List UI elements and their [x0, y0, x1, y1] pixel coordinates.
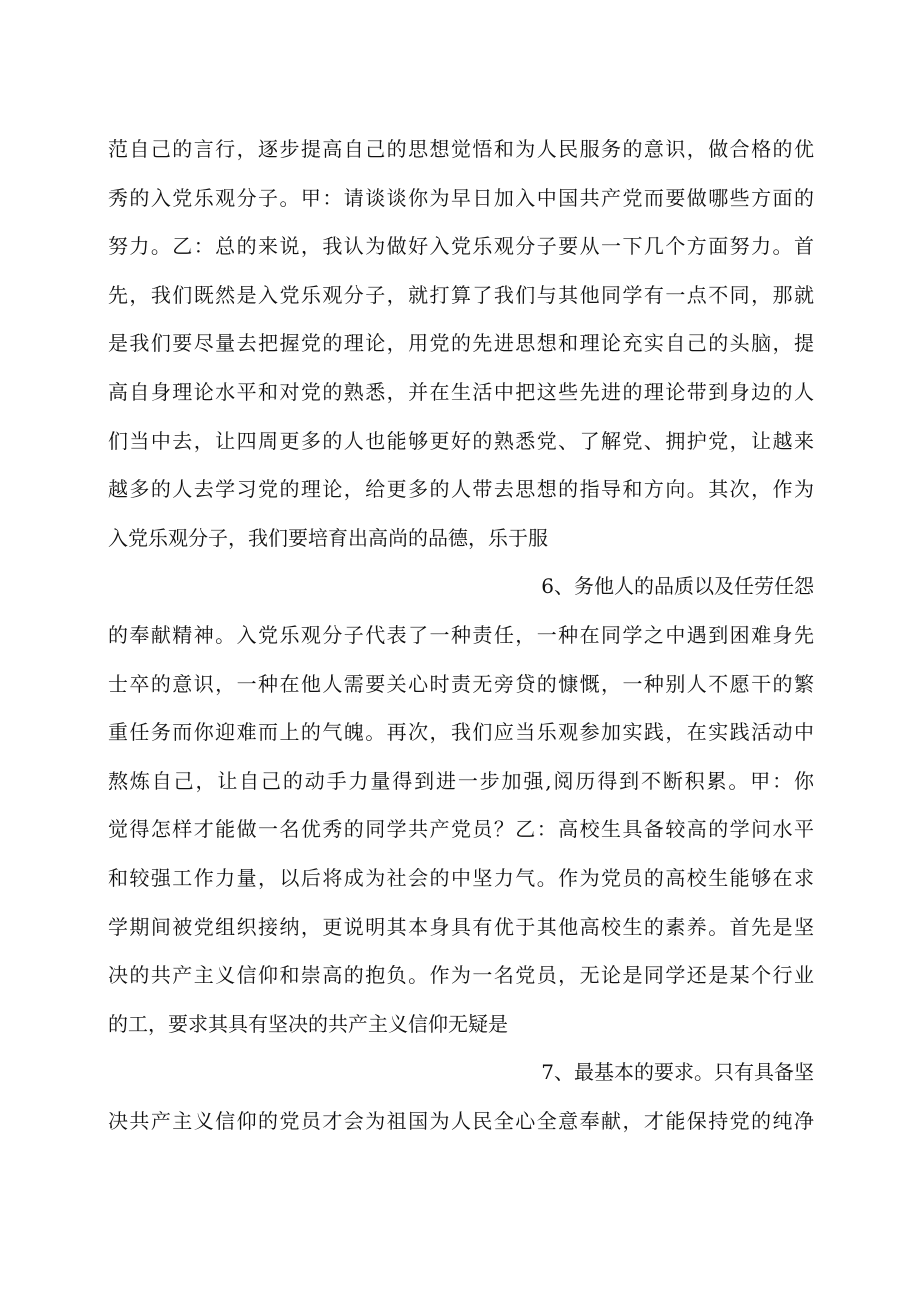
text-line: 熬炼自己，让自己的动手力量得到进一步加强,阅历得到不断积累。甲：你	[108, 768, 814, 793]
text-line: 越多的人去学习党的理论，给更多的人带去思想的指导和方向。其次，作为	[108, 477, 814, 502]
text-line: 范自己的言行，逐步提高自己的思想觉悟和为人民服务的意识，做合格的优	[108, 137, 814, 161]
text-line: 觉得怎样才能做一名优秀的同学共产党员？乙：高校生具备较高的学问水平	[108, 817, 814, 842]
text-line: 先，我们既然是入党乐观分子，就打算了我们与其他同学有一点不同，那就	[108, 282, 814, 307]
text-line: 士卒的意识，一种在他人需要关心时责无旁贷的慷慨，一种别人不愿干的繁	[108, 671, 814, 696]
section-heading-7: 7、最基本的要求。只有具备坚	[541, 1060, 814, 1085]
section-heading-6: 6、务他人的品质以及任劳任怨	[541, 574, 814, 599]
text-line: 入党乐观分子，我们要培育出高尚的品德，乐于服	[108, 525, 548, 550]
text-line: 重任务而你迎难而上的气魄。再次，我们应当乐观参加实践，在实践活动中	[108, 720, 814, 745]
text-line: 秀的入党乐观分子。甲：请谈谈你为早日加入中国共产党而要做哪些方面的	[108, 185, 814, 210]
text-line: 决的共产主义信仰和崇高的抱负。作为一名党员，无论是同学还是某个行业	[108, 963, 814, 988]
text-line: 和较强工作力量，以后将成为社会的中坚力气。作为党员的高校生能够在求	[108, 865, 814, 890]
text-line: 们当中去，让四周更多的人也能够更好的熟悉党、了解党、拥护党，让越来	[108, 428, 814, 453]
text-line: 的奉献精神。入党乐观分子代表了一种责任，一种在同学之中遇到困难身先	[108, 622, 814, 647]
text-line: 努力。乙：总的来说，我认为做好入党乐观分子要从一下几个方面努力。首	[108, 234, 814, 259]
text-line: 学期间被党组织接纳，更说明其本身具有优于其他高校生的素养。首先是坚	[108, 914, 814, 939]
body-text	[108, 125, 814, 1145]
text-line: 是我们要尽量去把握党的理论，用党的先进思想和理论充实自己的头脑，提	[108, 331, 814, 356]
text-line: 的工，要求其具有坚决的共产主义信仰无疑是	[108, 1011, 508, 1036]
text-line: 高自身理论水平和对党的熟悉，并在生活中把这些先进的理论带到身边的人	[108, 379, 814, 404]
text-line: 决共产主义信仰的党员才会为祖国为人民全心全意奉献，才能保持党的纯净	[108, 1108, 814, 1133]
